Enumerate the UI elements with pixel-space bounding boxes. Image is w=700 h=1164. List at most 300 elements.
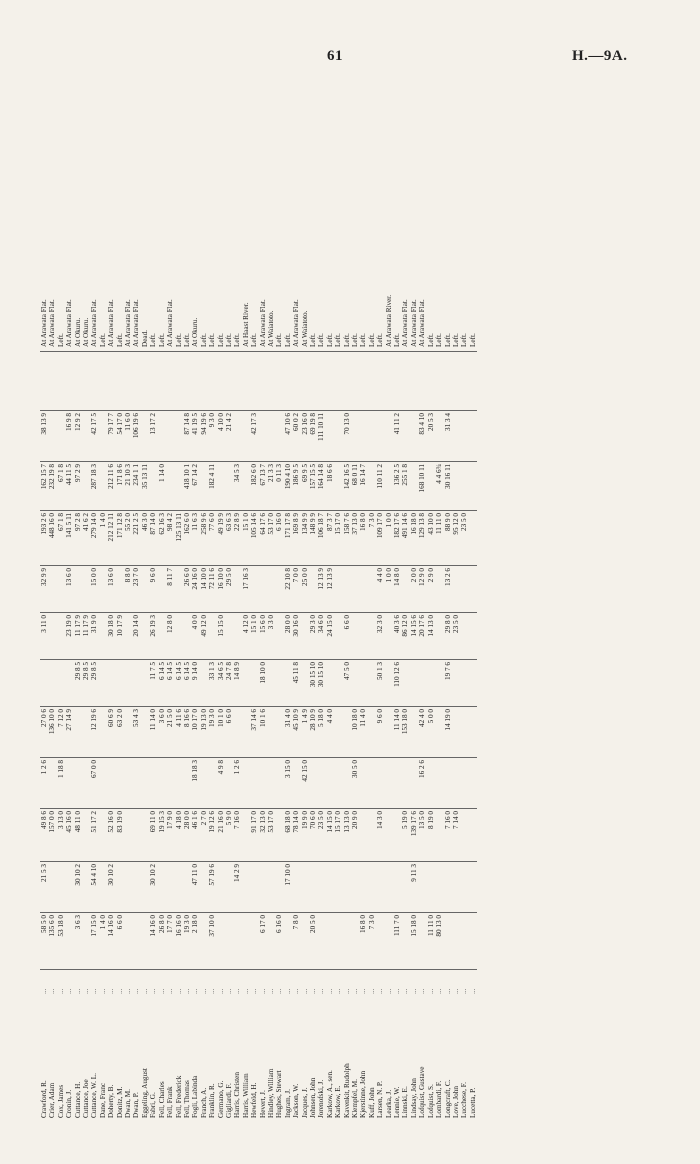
amount-cell (469, 660, 477, 707)
settler-name-cell: Kavenkit, Rudolph (342, 1063, 351, 1118)
amount-cell: 52 16 0 (107, 809, 115, 862)
table-row (217, 120, 225, 1120)
amount-cell: 60 6 9 (107, 707, 115, 758)
amount-cell: 1 4 0 (99, 913, 107, 970)
leader-dots: ... (40, 988, 48, 994)
amount-cell (124, 613, 132, 660)
amount-cell: 258 9 6 (200, 511, 208, 566)
amount-cell (385, 462, 393, 511)
settler-name-cell: Larsen, N. P. (376, 1081, 385, 1118)
amount-cell (183, 862, 191, 913)
amount-cell: 28 0 0 (284, 613, 292, 660)
amount-cell (317, 862, 325, 913)
amount-cell (82, 809, 90, 862)
leader-dots: ... (292, 988, 301, 994)
amount-cell (74, 352, 82, 411)
amount-cell (368, 462, 376, 511)
amount-cell (99, 566, 107, 613)
amount-cell: 57 19 6 (208, 862, 216, 913)
amount-cell: 12 8 0 (166, 613, 174, 660)
amount-cell (65, 352, 73, 411)
amount-cell (317, 758, 325, 809)
amount-cell (250, 352, 258, 411)
amount-cell (326, 352, 334, 411)
amount-cell: 14 15 6 (410, 613, 418, 660)
amount-cell: 2 7 0 (200, 809, 208, 862)
amount-cell (326, 660, 334, 707)
settler-name-cell: Fell, Charles (157, 1081, 166, 1118)
leader-dots: ... (359, 988, 368, 994)
amount-cell (393, 352, 401, 411)
amount-cell (175, 862, 183, 913)
amount-cell (334, 352, 342, 411)
amount-cell (175, 566, 183, 613)
amount-cell (435, 613, 443, 660)
amount-cell: 14 3 0 (376, 809, 384, 862)
amount-cell: 87 14 8 (183, 411, 191, 462)
settler-name-cell: Karkow, A., sen. (325, 1070, 334, 1118)
leader-dots: ... (124, 988, 133, 994)
amount-cell (275, 660, 283, 707)
amount-cell: 171 8 6 (116, 462, 124, 511)
amount-cell: 15 18 0 (410, 913, 418, 970)
amount-cell: 83 4 10 (418, 411, 426, 462)
amount-cell: 234 1 1 (132, 462, 140, 511)
amount-cell (116, 758, 124, 809)
amount-cell (132, 809, 140, 862)
amount-cell (385, 758, 393, 809)
amount-cell: 110 12 6 (393, 660, 401, 707)
amount-cell (74, 758, 82, 809)
amount-cell: 26 19 3 (149, 613, 157, 660)
amount-cell: 193 2 6 (40, 511, 48, 566)
amount-cell: 23 5 0 (460, 511, 468, 566)
table-row (141, 120, 149, 1120)
amount-cell (301, 862, 309, 913)
amount-cell: 68 18 0 (284, 809, 292, 862)
amount-cell (410, 707, 418, 758)
amount-cell: 3 6 3 (74, 913, 82, 970)
amount-cell (259, 862, 267, 913)
amount-cell: 16 16 0 (175, 913, 183, 970)
page-number: 61 (327, 48, 343, 64)
amount-cell: 69 19 8 (309, 411, 317, 462)
remark-cell: Left. (158, 120, 166, 352)
amount-cell: 31 3 4 (444, 411, 452, 462)
remark-cell: Left. (427, 120, 435, 352)
amount-cell: 106 18 7 (317, 511, 325, 566)
amount-cell (359, 352, 367, 411)
settler-name-cell: Hevert, J. (258, 1090, 267, 1118)
amount-cell: 29 8 0 (444, 613, 452, 660)
amount-cell: 7 16 0 (233, 809, 241, 862)
leader-dots: ... (107, 988, 116, 994)
remark-cell: At Arawata Flat. (401, 120, 409, 352)
amount-cell: 13 6 0 (107, 566, 115, 613)
table-row (175, 120, 183, 1120)
amount-cell (309, 758, 317, 809)
leader-dots: ... (115, 988, 124, 994)
amount-cell: 12 19 6 (90, 707, 98, 758)
amount-cell (149, 758, 157, 809)
amount-cell: 30 16 11 (444, 462, 452, 511)
settler-name-cell: Love, John (451, 1086, 460, 1118)
amount-cell (359, 862, 367, 913)
amount-cell (200, 758, 208, 809)
amount-cell: 6 14 5 (158, 660, 166, 707)
amount-cell (166, 862, 174, 913)
table-row (200, 120, 208, 1120)
amount-cell: 212 11 6 (107, 462, 115, 511)
leader-dots: ... (224, 988, 233, 994)
remark-cell: Left. (217, 120, 225, 352)
settler-name-cell: Fell, Frank (166, 1086, 175, 1118)
amount-cell (242, 862, 250, 913)
amount-cell: 255 1 8 (401, 462, 409, 511)
amount-cell: 111 10 11 (317, 411, 325, 462)
table-row (368, 120, 376, 1120)
table-row (57, 120, 65, 1120)
settler-name-cell: Hindley, William (266, 1068, 275, 1118)
amount-cell: 45 10 9 (292, 707, 300, 758)
amount-cell (57, 613, 65, 660)
amount-cell: 30 10 2 (74, 862, 82, 913)
amount-cell (208, 613, 216, 660)
amount-cell: 29 8 5 (74, 660, 82, 707)
amount-cell (250, 758, 258, 809)
amount-cell: 67 0 0 (90, 758, 98, 809)
amount-cell (107, 758, 115, 809)
amount-cell (242, 707, 250, 758)
amount-cell (107, 660, 115, 707)
amount-cell: 162 6 0 (183, 511, 191, 566)
amount-cell: 182 17 6 (393, 511, 401, 566)
amount-cell: 23 5 0 (317, 809, 325, 862)
amount-cell (141, 613, 149, 660)
amount-cell (326, 758, 334, 809)
amount-cell (124, 809, 132, 862)
amount-cell: 13 2 6 (444, 566, 452, 613)
amount-cell: 42 17 5 (90, 411, 98, 462)
amount-cell (292, 862, 300, 913)
amount-cell (452, 862, 460, 913)
amount-cell: 16 14 7 (359, 462, 367, 511)
amount-cell: 26 6 0 (183, 566, 191, 613)
amount-cell (301, 913, 309, 970)
amount-cell (460, 411, 468, 462)
leader-dots: ... (149, 988, 158, 994)
amount-cell: 14 19 0 (444, 707, 452, 758)
amount-cell: 34 5 3 (233, 462, 241, 511)
amount-cell: 19 12 6 (208, 809, 216, 862)
leader-dots: ... (157, 988, 166, 994)
amount-cell: 14 2 9 (233, 862, 241, 913)
amount-cell (48, 613, 56, 660)
amount-cell: 80 13 0 (435, 913, 443, 970)
settler-name-cell: Longcraft, C. (443, 1079, 452, 1118)
amount-cell: 6 6 0 (225, 707, 233, 758)
amount-cell: 41 6 2 (82, 511, 90, 566)
amount-cell (48, 411, 56, 462)
leader-dots: ... (384, 988, 393, 994)
amount-cell (65, 862, 73, 913)
amount-cell (376, 352, 384, 411)
settler-name-cell: Franklin, R. (208, 1083, 217, 1118)
amount-cell: 53 17 0 (267, 809, 275, 862)
amount-cell (259, 411, 267, 462)
amount-cell: 164 14 8 (317, 462, 325, 511)
remark-cell: Left. (149, 120, 157, 352)
amount-cell (343, 566, 351, 613)
amount-cell (191, 352, 199, 411)
leader-dots: ... (250, 988, 259, 994)
amount-cell (376, 758, 384, 809)
amount-cell (469, 462, 477, 511)
amount-cell: 17 16 3 (242, 566, 250, 613)
amount-cell: 35 13 11 (141, 462, 149, 511)
amount-cell (132, 913, 140, 970)
amount-cell (267, 566, 275, 613)
amount-cell (469, 566, 477, 613)
amount-cell (343, 352, 351, 411)
leader-dots: ... (98, 988, 107, 994)
amount-cell (301, 660, 309, 707)
amount-cell (452, 411, 460, 462)
amount-cell (460, 566, 468, 613)
amount-cell (435, 809, 443, 862)
settler-name-cell: Harris, William (241, 1073, 250, 1118)
amount-cell (452, 462, 460, 511)
amount-cell (57, 411, 65, 462)
table-row (418, 120, 426, 1120)
amount-cell: 60 0 2 (292, 411, 300, 462)
amount-cell: 15 17 0 (334, 511, 342, 566)
table-row (225, 120, 233, 1120)
amount-cell (124, 913, 132, 970)
remark-cell: At Arawata Flat. (418, 120, 426, 352)
amount-cell: 30 5 0 (351, 758, 359, 809)
amount-cell (469, 352, 477, 411)
amount-cell: 169 8 9 (292, 511, 300, 566)
table-row (48, 120, 56, 1120)
amount-cell: 171 12 8 (116, 511, 124, 566)
amount-cell (427, 758, 435, 809)
amount-cell (65, 913, 73, 970)
remark-cell: At Arawata Flat. (259, 120, 267, 352)
amount-cell: 42 4 0 (418, 707, 426, 758)
amount-cell (368, 758, 376, 809)
amount-cell: 17 15 0 (90, 913, 98, 970)
amount-cell: 51 17 2 (90, 809, 98, 862)
amount-cell (225, 862, 233, 913)
settler-name-cell: Jackson, W. (292, 1083, 301, 1118)
amount-cell: 6 14 5 (175, 660, 183, 707)
amount-cell: 14 13 0 (427, 613, 435, 660)
amount-cell: 20 5 0 (309, 913, 317, 970)
amount-cell (141, 707, 149, 758)
amount-cell (200, 913, 208, 970)
settler-name-cell: Lucetta, P. (468, 1087, 477, 1118)
amount-cell: 20 17 6 (418, 613, 426, 660)
remark-cell: Left. (99, 120, 107, 352)
leader-dots: ... (451, 988, 460, 994)
remark-cell: At Waiatoto. (267, 120, 275, 352)
amount-cell: 1 0 0 (385, 511, 393, 566)
amount-cell (385, 352, 393, 411)
leader-dots: ... (426, 988, 435, 994)
amount-cell (132, 758, 140, 809)
amount-cell (401, 758, 409, 809)
amount-cell: 221 2 5 (132, 511, 140, 566)
leader-dots: ... (199, 988, 208, 994)
settler-name-cell: Donitz, M. (115, 1086, 124, 1118)
amount-cell: 3 13 0 (57, 809, 65, 862)
amount-cell (385, 613, 393, 660)
remark-cell: Left. (57, 120, 65, 352)
amount-cell (368, 566, 376, 613)
leader-dots: ... (418, 988, 427, 994)
amount-cell (132, 352, 140, 411)
amount-cell (217, 913, 225, 970)
remark-cell: Left. (309, 120, 317, 352)
amount-cell (175, 411, 183, 462)
amount-cell: 47 11 0 (191, 862, 199, 913)
remark-cell: Left. (233, 120, 241, 352)
amount-cell (469, 809, 477, 862)
leader-dots: ... (48, 988, 57, 994)
settler-name-cell: Fell, Frederick (174, 1075, 183, 1118)
amount-cell: 418 10 1 (183, 462, 191, 511)
amount-cell (435, 707, 443, 758)
table-row (124, 120, 132, 1120)
table-row (292, 120, 300, 1120)
amount-cell: 136 2 5 (393, 462, 401, 511)
amount-cell (259, 352, 267, 411)
remark-cell: Left. (284, 120, 292, 352)
amount-cell: 37 13 0 (351, 511, 359, 566)
table-row (435, 120, 443, 1120)
amount-cell (200, 862, 208, 913)
table-row (90, 120, 98, 1120)
amount-cell (149, 462, 157, 511)
amount-cell (217, 862, 225, 913)
amount-cell (452, 913, 460, 970)
leader-dots: ... (73, 988, 82, 994)
amount-cell (141, 352, 149, 411)
amount-cell: 7 3 0 (368, 913, 376, 970)
amount-cell (469, 758, 477, 809)
amount-cell: 8 11 7 (166, 566, 174, 613)
amount-cell: 58 5 0 (40, 913, 48, 970)
amount-cell: 26 8 0 (158, 913, 166, 970)
amount-cell (385, 707, 393, 758)
amount-cell: 157 0 0 (48, 809, 56, 862)
amount-cell (40, 352, 48, 411)
remark-cell: Left. (452, 120, 460, 352)
amount-cell: 105 14 6 (250, 511, 258, 566)
leader-dots: ... (65, 988, 74, 994)
amount-cell: 162 15 7 (40, 462, 48, 511)
amount-cell: 4 12 0 (242, 613, 250, 660)
amount-cell (225, 352, 233, 411)
settler-name-cell: Klempfel, M. (351, 1079, 360, 1118)
amount-cell: 70 13 0 (343, 411, 351, 462)
amount-cell: 95 12 0 (452, 511, 460, 566)
amount-cell (351, 352, 359, 411)
table-row (444, 120, 452, 1120)
amount-cell (267, 707, 275, 758)
amount-cell (74, 566, 82, 613)
amount-cell (368, 352, 376, 411)
amount-cell (359, 411, 367, 462)
amount-cell: 11 11 0 (427, 913, 435, 970)
amount-cell: 15 1 0 (250, 613, 258, 660)
amount-cell: 16 9 8 (65, 411, 73, 462)
amount-cell: 8 16 6 (183, 707, 191, 758)
amount-cell (242, 809, 250, 862)
amount-cell (99, 613, 107, 660)
amount-cell (166, 411, 174, 462)
amount-cell (57, 352, 65, 411)
amount-cell (82, 352, 90, 411)
amount-cell: 19 3 0 (208, 707, 216, 758)
leader-dots: ... (174, 988, 183, 994)
amount-cell: 16 8 0 (359, 511, 367, 566)
amount-cell (368, 660, 376, 707)
settler-name-cell: Learka, J. (384, 1089, 393, 1118)
amount-cell: 1 2 6 (233, 758, 241, 809)
amount-cell: 9 6 0 (149, 566, 157, 613)
amount-cell: 14 10 0 (200, 566, 208, 613)
amount-cell: 9 11 3 (410, 862, 418, 913)
amount-cell (275, 411, 283, 462)
amount-cell (301, 613, 309, 660)
settler-name-cell: Fogli, Labinda (191, 1075, 200, 1118)
amount-cell: 29 5 0 (225, 566, 233, 613)
amount-cell (469, 913, 477, 970)
remark-cell: Left. (200, 120, 208, 352)
amount-cell: 141 5 11 (65, 511, 73, 566)
amount-cell (82, 862, 90, 913)
amount-cell (233, 613, 241, 660)
leader-dots: ... (166, 988, 175, 994)
amount-cell: 19 7 6 (444, 660, 452, 707)
amount-cell: 27 0 6 (40, 707, 48, 758)
amount-cell: 2 9 0 (427, 566, 435, 613)
remark-cell: At Arawata Flat. (48, 120, 56, 352)
amount-cell (158, 411, 166, 462)
amount-cell (132, 862, 140, 913)
settler-name-cell: Lindsay, John (409, 1078, 418, 1118)
settler-name-cell: Kjerstinne, John (359, 1070, 368, 1118)
amount-cell (401, 566, 409, 613)
amount-cell: 87 14 0 (149, 511, 157, 566)
amount-cell (418, 352, 426, 411)
leader-dots: ... (300, 988, 309, 994)
amount-cell: 78 14 0 (292, 809, 300, 862)
amount-cell (99, 411, 107, 462)
amount-cell (124, 352, 132, 411)
amount-cell (107, 352, 115, 411)
amount-cell: 8 19 0 (427, 809, 435, 862)
amount-cell (225, 913, 233, 970)
table-row (359, 120, 367, 1120)
leader-dots: ... (82, 988, 91, 994)
table-row (158, 120, 166, 1120)
remark-cell: Left. (343, 120, 351, 352)
amount-cell (393, 809, 401, 862)
amount-cell: 48 11 0 (74, 809, 82, 862)
